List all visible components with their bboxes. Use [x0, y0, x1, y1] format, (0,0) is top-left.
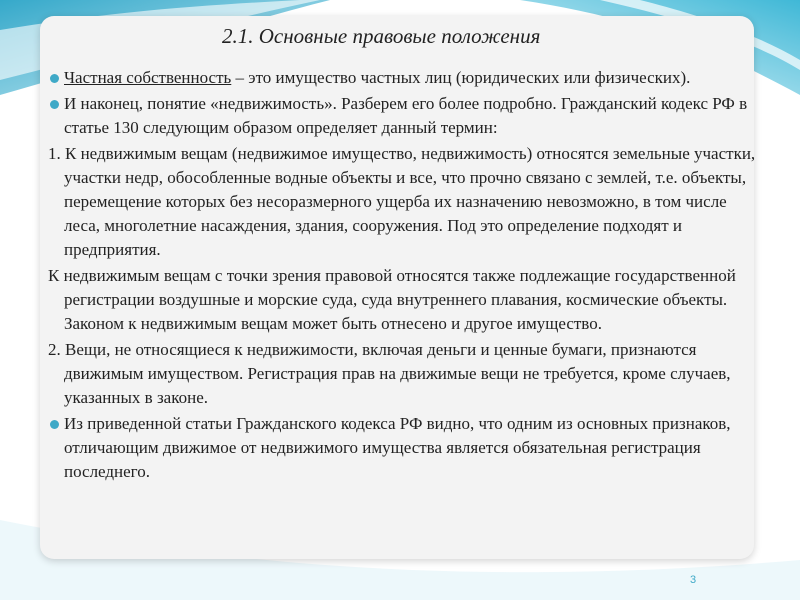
term-private-property: Частная собственность — [64, 68, 232, 87]
bullet-dot-icon — [50, 100, 59, 109]
slide-title: 2.1. Основные правовые положения — [222, 24, 541, 48]
slide-body — [48, 66, 758, 486]
bullet-paragraph-3 — [48, 412, 758, 484]
paragraph-text: – это имущество частных лиц (юридических или физических). — [231, 68, 691, 87]
paragraph-text: Вещи, не относящиеся к недвижимости, включая деньги и ценные бумаги, признаются движимым имуществом. Регистрация прав на движимые вещи не требуется, кроме случаев, указанных в законе. — [60, 340, 731, 407]
paragraph-text: К недвижимым вещам с точки зрения правовой относятся также подлежащие государственной регистрации воздушные и морские суда, суда внутреннего плавания, космические объекты. Законом к недвижимым вещам может быть отнесено и другое имущество. — [48, 266, 736, 333]
bullet-paragraph-2 — [48, 92, 758, 140]
paragraph-text: Из приведенной статьи Гражданского кодекса РФ видно, что одним из основных признаков, отличающим движимое от недвижимого имущества является обязательная регистрация последнего. — [64, 414, 731, 481]
paragraph-text: И наконец, понятие «недвижимость». Разберем его более подробно. Гражданский кодекс РФ в статье 130 следующим образом определяет данный термин: — [64, 94, 748, 137]
bullet-paragraph-1 — [48, 66, 758, 90]
paragraph-aircraft-vessels — [48, 264, 758, 336]
bullet-dot-icon — [50, 74, 59, 83]
item-number: 1. — [48, 144, 61, 163]
page-number: 3 — [690, 574, 697, 586]
item-number: 2. — [48, 340, 61, 359]
numbered-paragraph-1 — [48, 142, 758, 262]
bullet-dot-icon — [50, 420, 59, 429]
numbered-paragraph-2 — [48, 338, 758, 410]
paragraph-text: К недвижимым вещам (недвижимое имущество, недвижимость) относятся земельные участки, участки недр, обособленные водные объекты и все, что прочно связано с землей, т.е. объекты, перемещение которых без несоразмерного ущерба их назначению невозможно, в том числе леса, многолетние насаждения, здания, сооружения. Под это определение подходят и предприятия. — [60, 144, 756, 259]
